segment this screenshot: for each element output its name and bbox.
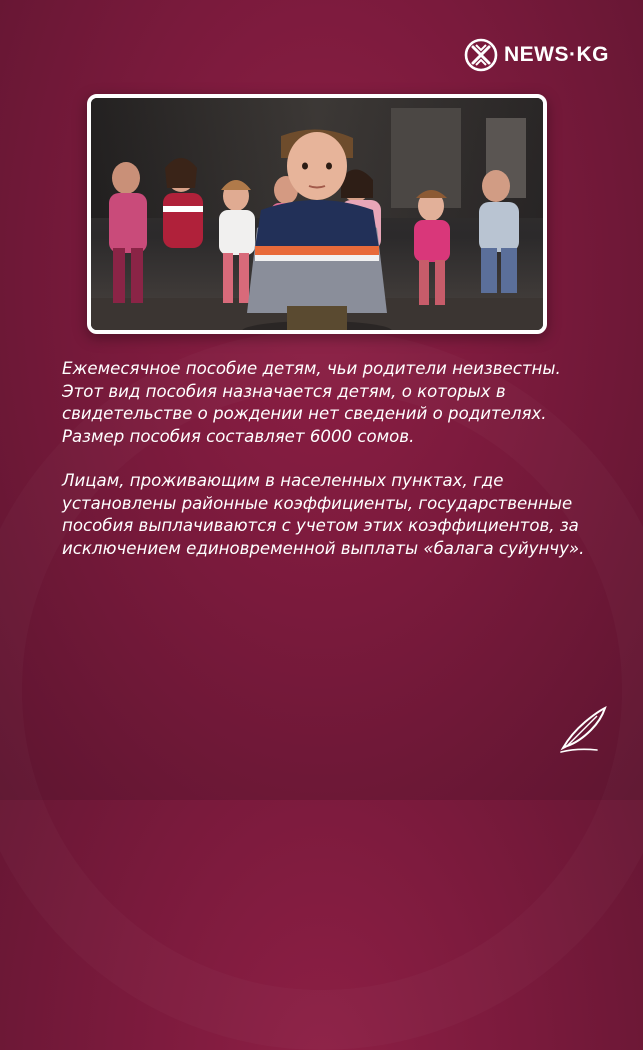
paragraph-2: Лицам, проживающим в населенных пунктах, где установлены районные коэффициенты, государственные пособия выплачиваются с учетом этих коэффициентов, за исключением единовременной выплаты «балага суйунчу». bbox=[62, 471, 585, 558]
photo-children bbox=[91, 98, 543, 330]
article-text bbox=[62, 358, 602, 560]
news-kg-logo-icon bbox=[464, 38, 498, 72]
quill-feather-icon bbox=[557, 704, 609, 754]
news-photo bbox=[87, 94, 547, 334]
logo-text: NEWS·KG bbox=[504, 43, 609, 66]
paragraph-1: Ежемесячное пособие детям, чьи родители неизвестны. Этот вид пособия назначается детям, о которых в свидетельстве о рождении нет сведений о родителях. Размер пособия составляет 6000 сомов. bbox=[62, 359, 561, 446]
brand-logo[interactable] bbox=[464, 38, 609, 72]
